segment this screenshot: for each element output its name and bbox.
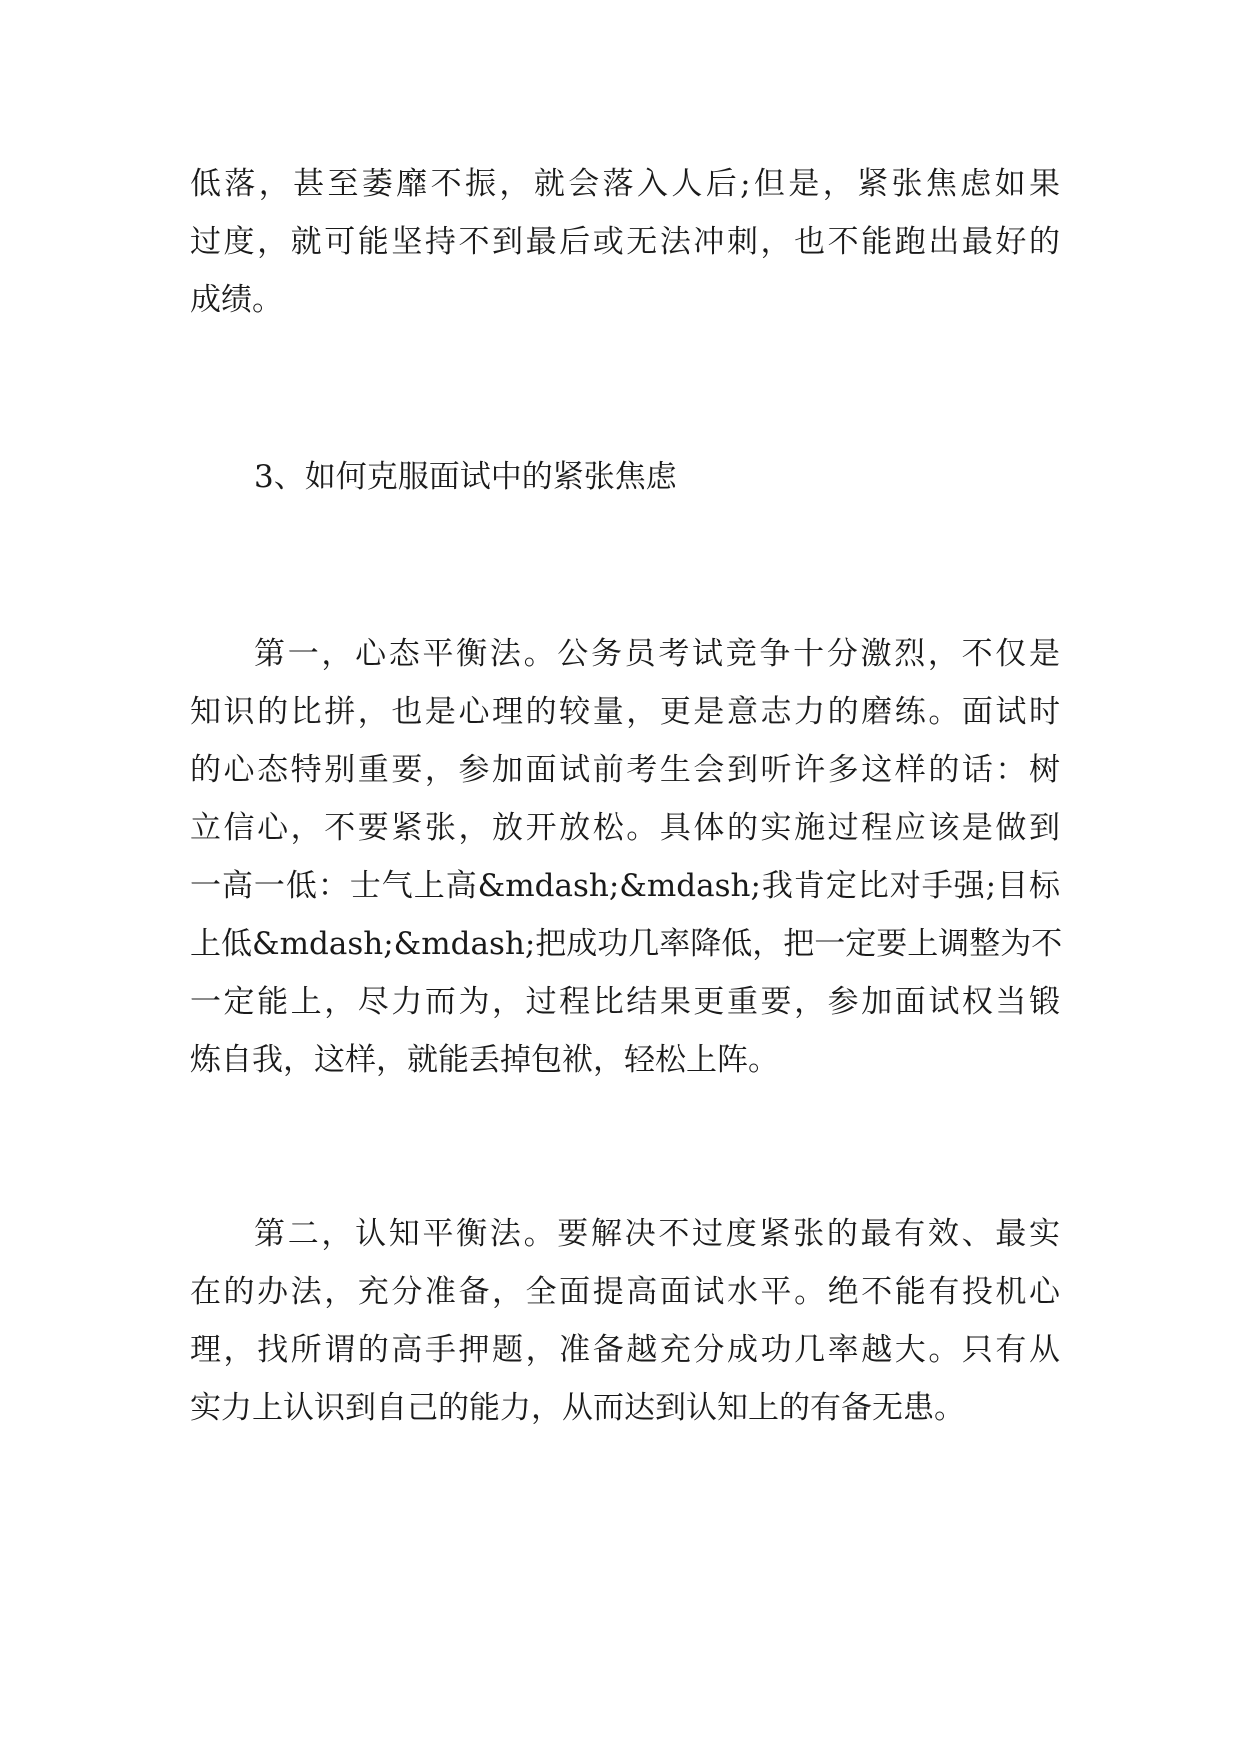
paragraph-line: 一定能上，尽力而为，过程比结果更重要，参加面试权当锻 bbox=[190, 984, 1060, 1020]
paragraph-line: 第一，心态平衡法。公务员考试竞争十分激烈，不仅是 bbox=[254, 636, 1060, 672]
paragraph-line: 立信心，不要紧张，放开放松。具体的实施过程应该是做到 bbox=[190, 810, 1060, 846]
paragraph-cognitive-balance bbox=[190, 1205, 1060, 1437]
paragraph-line: 第二，认知平衡法。要解决不过度紧张的最有效、最实 bbox=[254, 1216, 1060, 1252]
paragraph-line: 上低&mdash;&mdash;把成功几率降低，把一定要上调整为不 bbox=[190, 926, 1063, 962]
paragraph-line: 的心态特别重要，参加面试前考生会到听许多这样的话：树 bbox=[190, 752, 1060, 788]
paragraph-continuation bbox=[190, 155, 1060, 329]
paragraph-line: 理，找所谓的高手押题，准备越充分成功几率越大。只有从 bbox=[190, 1332, 1060, 1368]
paragraph-line: 在的办法，充分准备，全面提高面试水平。绝不能有投机心 bbox=[190, 1274, 1060, 1310]
paragraph-mindset-balance bbox=[190, 625, 1063, 1089]
paragraph-line: 实力上认识到自己的能力，从而达到认知上的有备无患。 bbox=[190, 1390, 965, 1426]
section-heading-text: 3、如何克服面试中的紧张焦虑 bbox=[254, 459, 677, 495]
section-heading bbox=[190, 448, 1060, 506]
paragraph-line: 知识的比拼，也是心理的较量，更是意志力的磨练。面试时 bbox=[190, 694, 1060, 730]
paragraph-line: 过度，就可能坚持不到最后或无法冲刺，也不能跑出最好的 bbox=[190, 224, 1060, 260]
paragraph-line: 一高一低：士气上高&mdash;&mdash;我肯定比对手强;目标 bbox=[190, 868, 1060, 904]
paragraph-line: 炼自我，这样，就能丢掉包袱，轻松上阵。 bbox=[190, 1042, 779, 1078]
paragraph-line: 低落，甚至萎靡不振，就会落入人后;但是，紧张焦虑如果 bbox=[190, 166, 1060, 202]
paragraph-line: 成绩。 bbox=[190, 282, 283, 318]
